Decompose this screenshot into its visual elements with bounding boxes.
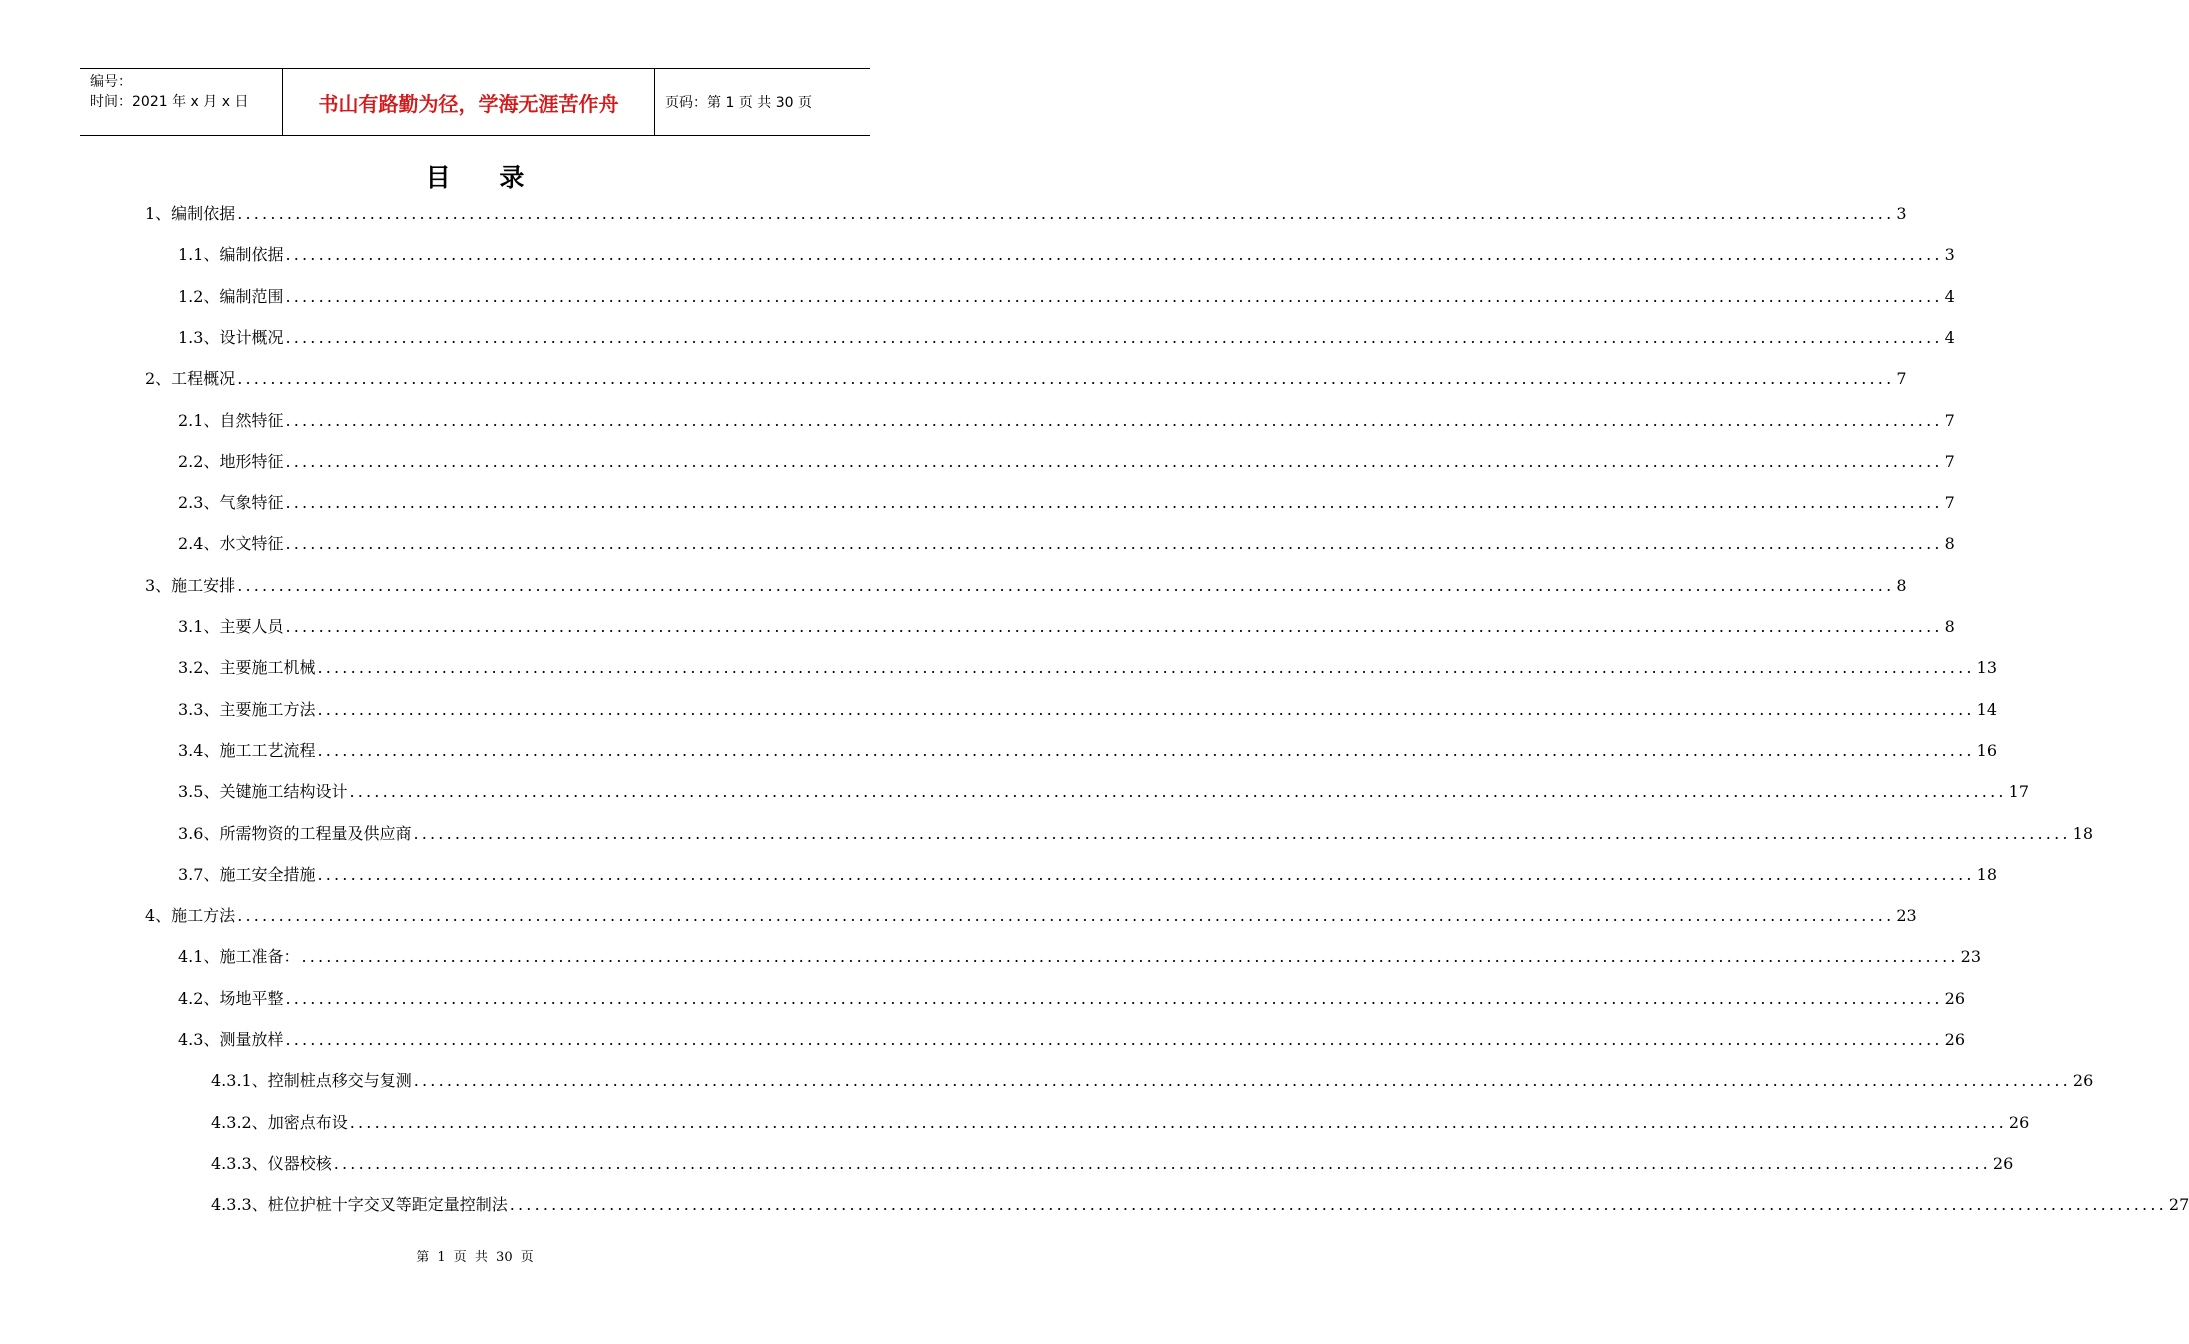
toc-entry-label: 3.4、施工工艺流程 <box>178 741 316 760</box>
toc-entry[interactable] <box>178 987 1965 1011</box>
toc-entry-label: 4.2、场地平整 <box>178 989 284 1008</box>
toc-entry-page: 26 <box>1944 989 1965 1008</box>
toc-leader-dots: ........................................................................................................................................................................................................ <box>285 534 1943 553</box>
toc-entry-label: 3.3、主要施工方法 <box>178 700 316 719</box>
toc-leader-dots: ........................................................................................................................................................................................................ <box>301 947 1959 966</box>
toc-entry-page: 26 <box>2008 1113 2030 1132</box>
toc-title: 目 录 <box>425 163 545 192</box>
toc-entry-label: 1、编制依据 <box>145 204 236 223</box>
toc-entry[interactable] <box>145 574 1907 598</box>
toc-leader-dots: ........................................................................................................................................................................................................ <box>413 824 2071 843</box>
toc-leader-dots: ........................................................................................................................................................................................................ <box>317 658 1975 677</box>
toc-leader-dots: ........................................................................................................................................................................................................ <box>285 411 1943 430</box>
toc-leader-dots: ........................................................................................................................................................................................................ <box>349 1113 2007 1132</box>
toc-entry-page: 7 <box>1944 411 1955 430</box>
toc-entry-label: 2.3、气象特征 <box>178 493 284 512</box>
toc-entry-label: 4.3.3、仪器校核 <box>211 1154 332 1173</box>
toc-leader-dots: ........................................................................................................................................................................................................ <box>285 493 1943 512</box>
toc-leader-dots: ........................................................................................................................................................................................................ <box>237 906 1895 925</box>
toc-entry-page: 27 <box>2168 1195 2189 1214</box>
toc-entry[interactable] <box>178 491 1955 515</box>
toc-entry[interactable] <box>145 367 1907 391</box>
toc-leader-dots: ........................................................................................................................................................................................................ <box>333 1154 1991 1173</box>
toc-leader-dots: ........................................................................................................................................................................................................ <box>285 452 1943 471</box>
toc-entry[interactable] <box>178 615 1955 639</box>
toc-entry-label: 4.3、测量放样 <box>178 1030 284 1049</box>
toc-leader-dots: ........................................................................................................................................................................................................ <box>285 989 1943 1008</box>
toc-entry-page: 8 <box>1896 576 1907 595</box>
toc-entry[interactable] <box>178 863 1997 887</box>
toc-entry-label: 1.2、编制范围 <box>178 287 284 306</box>
toc-entry-page: 7 <box>1896 369 1907 388</box>
toc-entry-label: 1.3、设计概况 <box>178 328 284 347</box>
toc-entry[interactable] <box>178 450 1955 474</box>
toc-entry-label: 1.1、编制依据 <box>178 245 284 264</box>
toc-entry-page: 7 <box>1944 493 1955 512</box>
toc-leader-dots: ........................................................................................................................................................................................................ <box>237 204 1895 223</box>
header-page-info: 页码：第 1 页 共 30 页 <box>665 95 812 111</box>
toc-entry-page: 4 <box>1944 287 1955 306</box>
toc-leader-dots: ........................................................................................................................................................................................................ <box>317 865 1975 884</box>
toc-entry-label: 3.5、关键施工结构设计 <box>178 782 348 801</box>
toc-entry-label: 4.3.1、控制桩点移交与复测 <box>211 1071 412 1090</box>
toc-entry[interactable] <box>178 532 1955 556</box>
toc-entry[interactable] <box>178 656 1997 680</box>
toc-entry[interactable] <box>178 780 2029 804</box>
toc-leader-dots: ........................................................................................................................................................................................................ <box>285 328 1943 347</box>
toc-entry[interactable] <box>178 243 1955 267</box>
document-date: 时间：2021 年 x 月 x 日 <box>90 94 249 110</box>
toc-entry-page: 7 <box>1944 452 1955 471</box>
toc-entry[interactable] <box>178 945 1981 969</box>
toc-leader-dots: ........................................................................................................................................................................................................ <box>237 576 1895 595</box>
toc-entry-page: 4 <box>1944 328 1955 347</box>
toc-entry-page: 26 <box>2072 1071 2094 1090</box>
toc-entry-label: 3.1、主要人员 <box>178 617 284 636</box>
toc-leader-dots: ........................................................................................................................................................................................................ <box>285 245 1943 264</box>
toc-entry-page: 14 <box>1976 700 1997 719</box>
toc-entry-page: 23 <box>1960 947 1981 966</box>
header-meta-cell <box>80 69 283 135</box>
toc-entry[interactable] <box>145 904 1917 928</box>
toc-leader-dots: ........................................................................................................................................................................................................ <box>285 1030 1943 1049</box>
toc-entry-label: 3.6、所需物资的工程量及供应商 <box>178 824 412 843</box>
toc-entry-page: 3 <box>1896 204 1907 223</box>
toc-entry[interactable] <box>178 326 1955 350</box>
toc-entry-page: 26 <box>1944 1030 1965 1049</box>
header-motto-cell <box>283 69 655 135</box>
document-number: 编号： <box>90 74 132 90</box>
toc-entry-page: 8 <box>1944 617 1955 636</box>
toc-leader-dots: ........................................................................................................................................................................................................ <box>317 700 1975 719</box>
toc-leader-dots: ........................................................................................................................................................................................................ <box>509 1195 2167 1214</box>
toc-leader-dots: ........................................................................................................................................................................................................ <box>349 782 2007 801</box>
toc-entry-label: 3、施工安排 <box>145 576 236 595</box>
toc-entry-label: 4、施工方法 <box>145 906 236 925</box>
toc-entry[interactable] <box>178 409 1955 433</box>
toc-entry-page: 23 <box>1896 906 1917 925</box>
toc-leader-dots: ........................................................................................................................................................................................................ <box>413 1071 2071 1090</box>
toc-leader-dots: ........................................................................................................................................................................................................ <box>285 617 1943 636</box>
toc-entry[interactable] <box>178 698 1997 722</box>
toc-entry[interactable] <box>178 739 1997 763</box>
toc-entry-page: 26 <box>1992 1154 2014 1173</box>
toc-entry-page: 13 <box>1976 658 1997 677</box>
toc-entry-label: 2.1、自然特征 <box>178 411 284 430</box>
toc-entry-label: 2.4、水文特征 <box>178 534 284 553</box>
toc-entry-page: 16 <box>1976 741 1997 760</box>
toc-entry-label: 4.3.2、加密点布设 <box>211 1113 348 1132</box>
toc-leader-dots: ........................................................................................................................................................................................................ <box>285 287 1943 306</box>
page-footer: 第 1 页 共 30 页 <box>416 1250 534 1265</box>
toc-entry[interactable] <box>211 1111 2030 1135</box>
toc-entry-page: 18 <box>2072 824 2093 843</box>
toc-entry-label: 2.2、地形特征 <box>178 452 284 471</box>
toc-entry[interactable] <box>178 285 1955 309</box>
toc-entry-page: 3 <box>1944 245 1955 264</box>
toc-entry[interactable] <box>145 202 1907 226</box>
toc-entry[interactable] <box>211 1193 2189 1217</box>
toc-leader-dots: ........................................................................................................................................................................................................ <box>317 741 1975 760</box>
toc-entry-page: 18 <box>1976 865 1997 884</box>
toc-entry-page: 17 <box>2008 782 2029 801</box>
toc-entry-label: 4.1、施工准备： <box>178 947 300 966</box>
toc-entry[interactable] <box>178 822 2093 846</box>
toc-leader-dots: ........................................................................................................................................................................................................ <box>237 369 1895 388</box>
header-page-cell <box>655 69 870 135</box>
toc-entry-label: 4.3.3、桩位护桩十字交叉等距定量控制法 <box>211 1195 508 1214</box>
header-motto: 书山有路勤为径，学海无涯苦作舟 <box>318 91 619 116</box>
toc-entry-label: 3.2、主要施工机械 <box>178 658 316 677</box>
toc-entry[interactable] <box>211 1069 2094 1093</box>
page-header <box>80 68 870 136</box>
toc-entry-label: 3.7、施工安全措施 <box>178 865 316 884</box>
toc-entry-label: 2、工程概况 <box>145 369 236 388</box>
toc-entry-page: 8 <box>1944 534 1955 553</box>
toc-entry[interactable] <box>211 1152 2014 1176</box>
toc-entry[interactable] <box>178 1028 1965 1052</box>
